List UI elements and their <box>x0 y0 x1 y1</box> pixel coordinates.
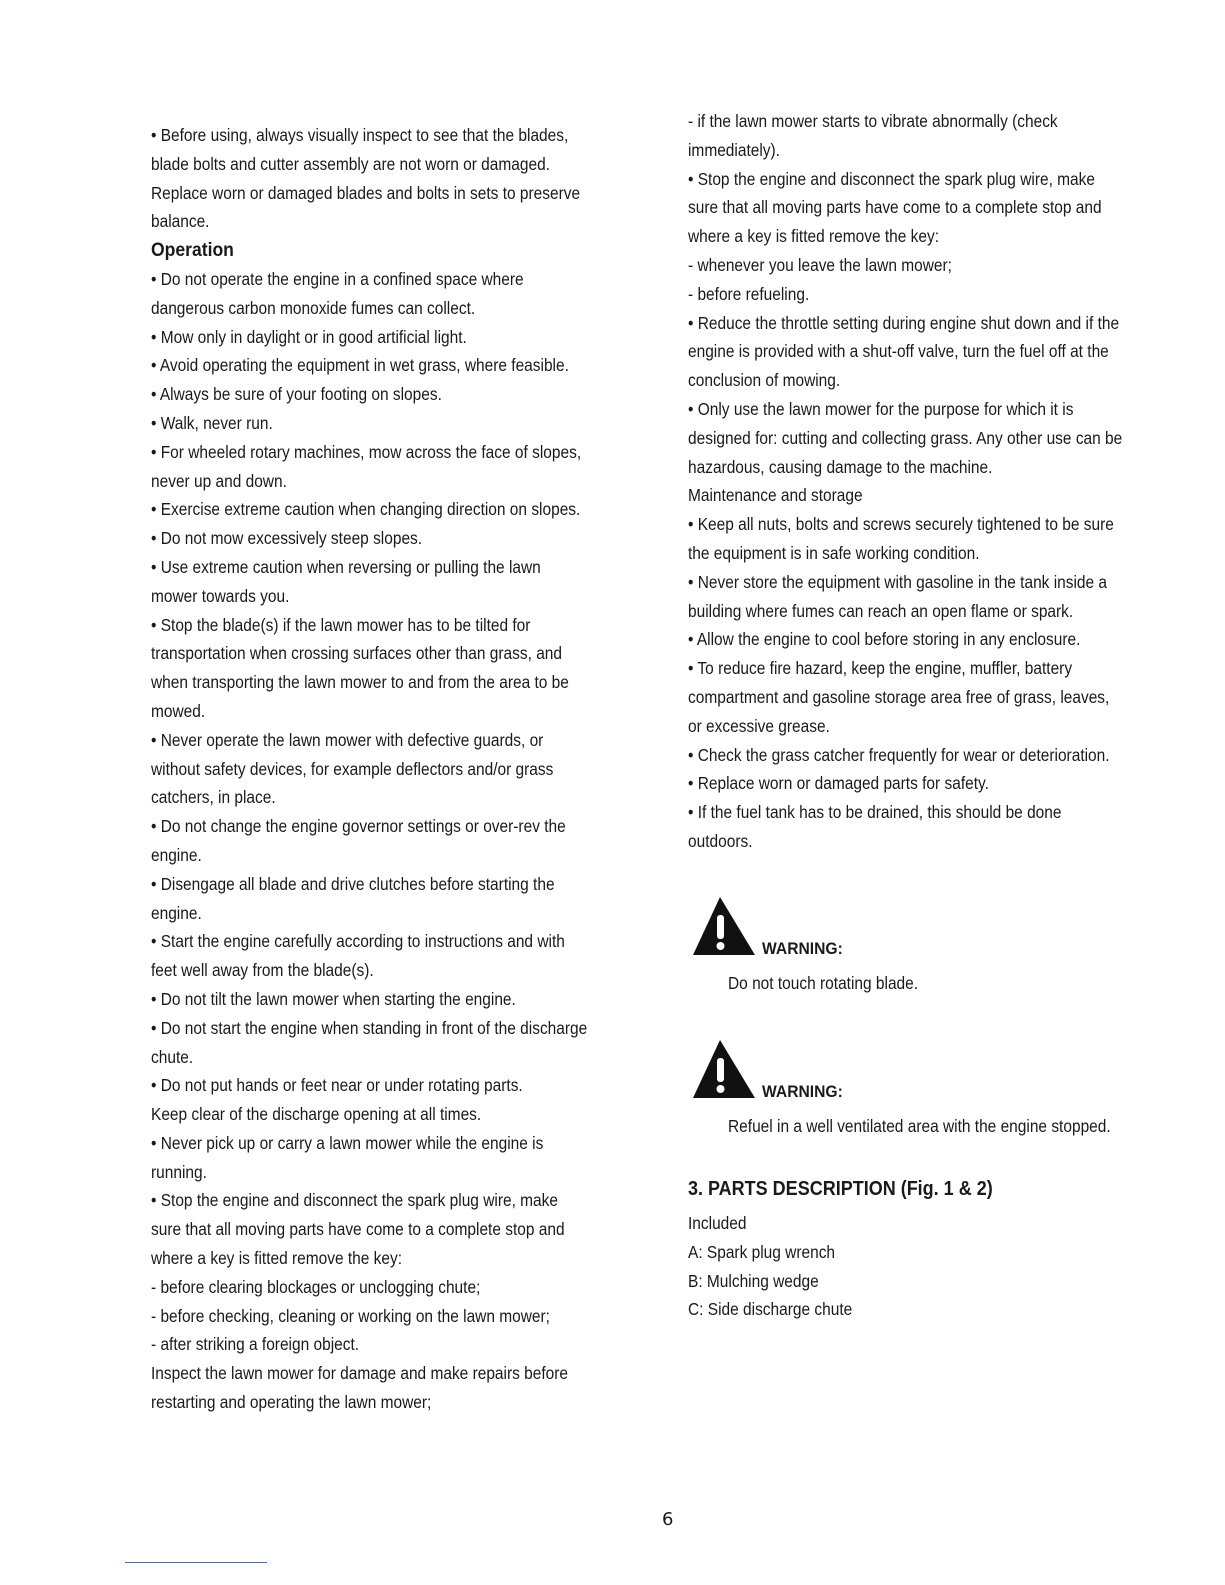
text-line: immediately). <box>688 139 780 160</box>
text-line: engine. <box>151 844 202 865</box>
text-line: outdoors. <box>688 830 753 851</box>
text-line: when transporting the lawn mower to and from the area to be <box>151 672 569 693</box>
text-line: • Do not mow excessively steep slopes. <box>151 528 423 549</box>
text-line: • For wheeled rotary machines, mow across the face of slopes, <box>151 441 582 462</box>
warning-text: Refuel in a well ventilated area with the engine stopped. <box>728 1116 1111 1136</box>
text-line: feet well away from the blade(s). <box>151 960 374 981</box>
text-line: catchers, in place. <box>151 787 276 808</box>
text-line: - whenever you leave the lawn mower; <box>688 254 952 275</box>
text-line: Inspect the lawn mower for damage and make repairs before <box>151 1363 569 1384</box>
text-line: where a key is fitted remove the key: <box>688 226 940 247</box>
text-line: • Stop the engine and disconnect the spark plug wire, make <box>688 168 1095 189</box>
text-line: designed for: cutting and collecting grass. Any other use can be <box>688 427 1123 448</box>
page-number: 6 <box>662 1509 674 1530</box>
text-line: mowed. <box>151 700 206 721</box>
text-line: engine is provided with a shut-off valve, turn the fuel off at the <box>688 341 1109 362</box>
text-line: the equipment is in safe working condition. <box>688 542 980 563</box>
text-line: • Do not put hands or feet near or under rotating parts. <box>151 1075 523 1096</box>
text-line: chute. <box>151 1046 194 1067</box>
parts-item: B: Mulching wedge <box>688 1270 819 1291</box>
text-line: • Check the grass catcher frequently for wear or deterioration. <box>688 744 1110 765</box>
text-line: Replace worn or damaged blades and bolts in sets to preserve <box>151 182 581 203</box>
warning-triangle-icon <box>693 1040 763 1100</box>
text-line: Keep clear of the discharge opening at all times. <box>151 1104 482 1125</box>
text-line: • Before using, always visually inspect to see that the blades, <box>151 125 569 145</box>
text-line: • Do not start the engine when standing in front of the discharge <box>151 1017 588 1038</box>
parts-list <box>688 1209 852 1324</box>
text-line: • Disengage all blade and drive clutches before starting the <box>151 873 555 894</box>
parts-item: A: Spark plug wrench <box>688 1241 836 1262</box>
text-line: mower towards you. <box>151 585 290 606</box>
text-line: conclusion of mowing. <box>688 370 841 391</box>
text-line: - before refueling. <box>688 283 810 304</box>
text-line: • Start the engine carefully according to instructions and with <box>151 931 565 952</box>
maintenance-heading: Maintenance and storage <box>688 485 863 506</box>
text-line: • Never operate the lawn mower with defective guards, or <box>151 729 544 750</box>
text-line: building where fumes can reach an open flame or spark. <box>688 600 1074 621</box>
text-line: • Replace worn or damaged parts for safety. <box>688 773 989 794</box>
operation-heading: Operation <box>151 239 234 262</box>
left-column <box>151 121 587 1417</box>
warning-text: Do not touch rotating blade. <box>728 973 919 993</box>
text-line: never up and down. <box>151 470 287 491</box>
warning-label: WARNING: <box>762 1082 843 1101</box>
text-line: • Do not operate the engine in a confined space where <box>151 268 524 289</box>
text-line: • Do not tilt the lawn mower when starting the engine. <box>151 988 516 1009</box>
text-line: engine. <box>151 902 202 923</box>
text-line: • Never pick up or carry a lawn mower while the engine is <box>151 1132 544 1153</box>
text-line: - before clearing blockages or unclogging chute; <box>151 1276 481 1297</box>
text-line: • Use extreme caution when reversing or pulling the lawn <box>151 556 541 577</box>
text-line: hazardous, causing damage to the machine. <box>688 456 993 477</box>
text-line: where a key is fitted remove the key: <box>151 1248 403 1269</box>
warning-label: WARNING: <box>762 939 843 958</box>
text-line: • Do not change the engine governor settings or over-rev the <box>151 816 566 837</box>
text-line: blade bolts and cutter assembly are not worn or damaged. <box>151 153 550 174</box>
text-line: dangerous carbon monoxide fumes can collect. <box>151 297 476 318</box>
bottom-rule <box>125 1562 267 1563</box>
parts-item: Included <box>688 1213 747 1233</box>
text-line: • To reduce fire hazard, keep the engine, muffler, battery <box>688 658 1073 679</box>
text-line: - if the lawn mower starts to vibrate abnormally (check <box>688 111 1058 131</box>
text-line: • Never store the equipment with gasoline in the tank inside a <box>688 571 1108 592</box>
text-line: sure that all moving parts have come to a complete stop and <box>151 1219 565 1240</box>
text-line: • Reduce the throttle setting during engine shut down and if the <box>688 312 1120 333</box>
text-line: • Exercise extreme caution when changing direction on slopes. <box>151 499 581 520</box>
text-line: restarting and operating the lawn mower; <box>151 1392 432 1413</box>
text-line: • Mow only in daylight or in good artificial light. <box>151 326 467 347</box>
text-line: running. <box>151 1161 207 1182</box>
text-line: • Walk, never run. <box>151 412 273 433</box>
text-line: transportation when crossing surfaces other than grass, and <box>151 643 563 664</box>
warning-block-refuel <box>693 1040 1173 1140</box>
right-column <box>688 107 1122 856</box>
text-line: - after striking a foreign object. <box>151 1334 360 1355</box>
text-line: sure that all moving parts have come to a complete stop and <box>688 197 1102 218</box>
text-line: without safety devices, for example deflectors and/or grass <box>151 758 554 779</box>
text-line: • Always be sure of your footing on slopes. <box>151 384 442 405</box>
text-line: - before checking, cleaning or working on the lawn mower; <box>151 1305 550 1326</box>
text-line: • If the fuel tank has to be drained, this should be done <box>688 802 1062 823</box>
text-line: • Allow the engine to cool before storing in any enclosure. <box>688 629 1081 650</box>
text-line: • Stop the engine and disconnect the spark plug wire, make <box>151 1190 558 1211</box>
text-line: • Keep all nuts, bolts and screws securely tightened to be sure <box>688 514 1114 535</box>
text-line: balance. <box>151 211 210 232</box>
warning-triangle-icon <box>693 897 763 957</box>
parts-item: C: Side discharge chute <box>688 1299 853 1320</box>
text-line: • Only use the lawn mower for the purpose for which it is <box>688 398 1074 419</box>
text-line: • Avoid operating the equipment in wet grass, where feasible. <box>151 355 569 376</box>
text-line: or excessive grease. <box>688 715 830 736</box>
text-line: • Stop the blade(s) if the lawn mower has to be tilted for <box>151 614 531 635</box>
parts-description-title: 3. PARTS DESCRIPTION (Fig. 1 & 2) <box>688 1178 993 1200</box>
text-line: compartment and gasoline storage area free of grass, leaves, <box>688 686 1110 707</box>
warning-block-blade <box>693 897 1173 997</box>
